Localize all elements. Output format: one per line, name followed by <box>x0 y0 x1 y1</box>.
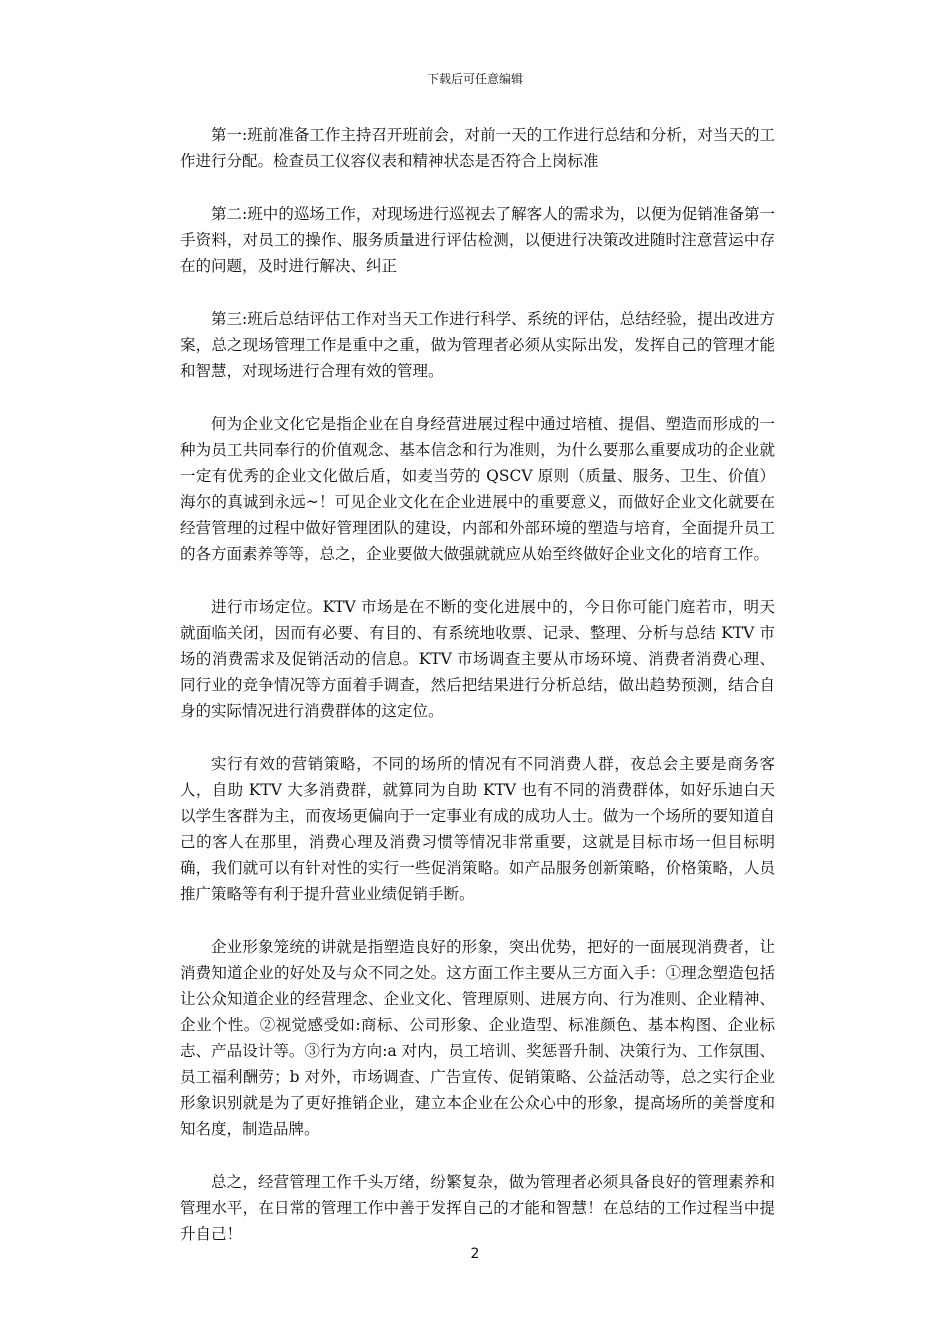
page-header: 下载后可任意编辑 <box>426 72 523 86</box>
paragraph-2: 第二:班中的巡场工作，对现场进行巡视去了解客人的需求为，以便为促销准备第一手资料，对员工的操作、服务质量进行评估检测，以便进行决策改进随时注意营运中存在的问题，及时进行解决、纠正 <box>180 205 775 275</box>
paragraph-3: 第三:班后总结评估工作对当天工作进行科学、系统的评估，总结经验，提出改进方案，总之现场管理工作是重中之重，做为管理者必须从实际出发，发挥自己的管理才能和智慧，对现场进行合理有效的管理。 <box>180 310 775 380</box>
paragraph-1: 第一:班前准备工作主持召开班前会，对前一天的工作进行总结和分析，对当天的工作进行分配。检查员工仪容仪表和精神状态是否符合上岗标准 <box>180 126 775 170</box>
paragraph-4: 何为企业文化它是指企业在自身经营进展过程中通过培植、提倡、塑造而形成的一种为员工共同奉行的价值观念、基本信念和行为准则，为什么要那么重要成功的企业就一定有优秀的企业文化做后盾，如麦当劳的 QSCV 原则（质量、服务、卫生、价值）海尔的真诚到永远~！可见企业文化在企业进展中的重要意义，而做好企业文化就要在经营管理的过程中做好管理团队的建设，内部和外部环境的塑造与培育，全面提升员工的各方面素养等等，总之，企业要做大做强就就应从始至终做好企业文化的培育工作。 <box>180 415 775 563</box>
paragraph-5: 进行市场定位。KTV 市场是在不断的变化进展中的，今日你可能门庭若市，明天就面临关闭，因而有必要、有目的、有系统地收票、记录、整理、分析与总结 KTV 市场的消费需求及促销活动的信息。KTV 市场调查主要从市场环境、消费者消费心理、同行业的竞争情况等方面着手调查，然后把结果进行分析总结，做出趋势预测，结合自身的实际情况进行消费群体的这定位。 <box>180 598 775 720</box>
paragraph-7: 企业形象笼统的讲就是指塑造良好的形象，突出优势，把好的一面展现消费者，让消费知道企业的好处及与众不同之处。这方面工作主要从三方面入手：①理念塑造包括让公众知道企业的经营理念、企业文化、管理原则、进展方向、行为准则、企业精神、企业个性。②视觉感受如:商标、公司形象、企业造型、标准颜色、基本构图、企业标志、产品设计等。③行为方向:a 对内，员工培训、奖惩晋升制、决策行为、工作氛围、员工福利酬劳；b 对外，市场调查、广告宣传、促销策略、公益活动等，总之实行企业形象识别就是为了更好推销企业，建立本企业在公众心中的形象，提高场所的美誉度和知名度，制造品牌。 <box>180 938 775 1138</box>
page-number: 2 <box>470 1246 480 1262</box>
document-body <box>180 122 775 1274</box>
paragraph-6: 实行有效的营销策略，不同的场所的情况有不同消费人群，夜总会主要是商务客人，自助 KTV 大多消费群，就算同为自助 KTV 也有不同的消费群体，如好乐迪白天以学生客群为主，而夜场更偏向于一定事业有成的成功人士。做为一个场所的要知道自己的客人在那里，消费心理及消费习惯等情况非常重要，这就是目标市场一但目标明确，我们就可以有针对性的实行一些促消策略。如产品服务创新策略，价格策略，人员推广策略等有利于提升营业业绩促销手断。 <box>180 755 775 903</box>
paragraph-8: 总之，经营管理工作千头万绪，纷繁复杂，做为管理者必须具备良好的管理素养和管理水平，在日常的管理工作中善于发挥自己的才能和智慧！在总结的工作过程当中提升自己！ <box>180 1173 775 1243</box>
